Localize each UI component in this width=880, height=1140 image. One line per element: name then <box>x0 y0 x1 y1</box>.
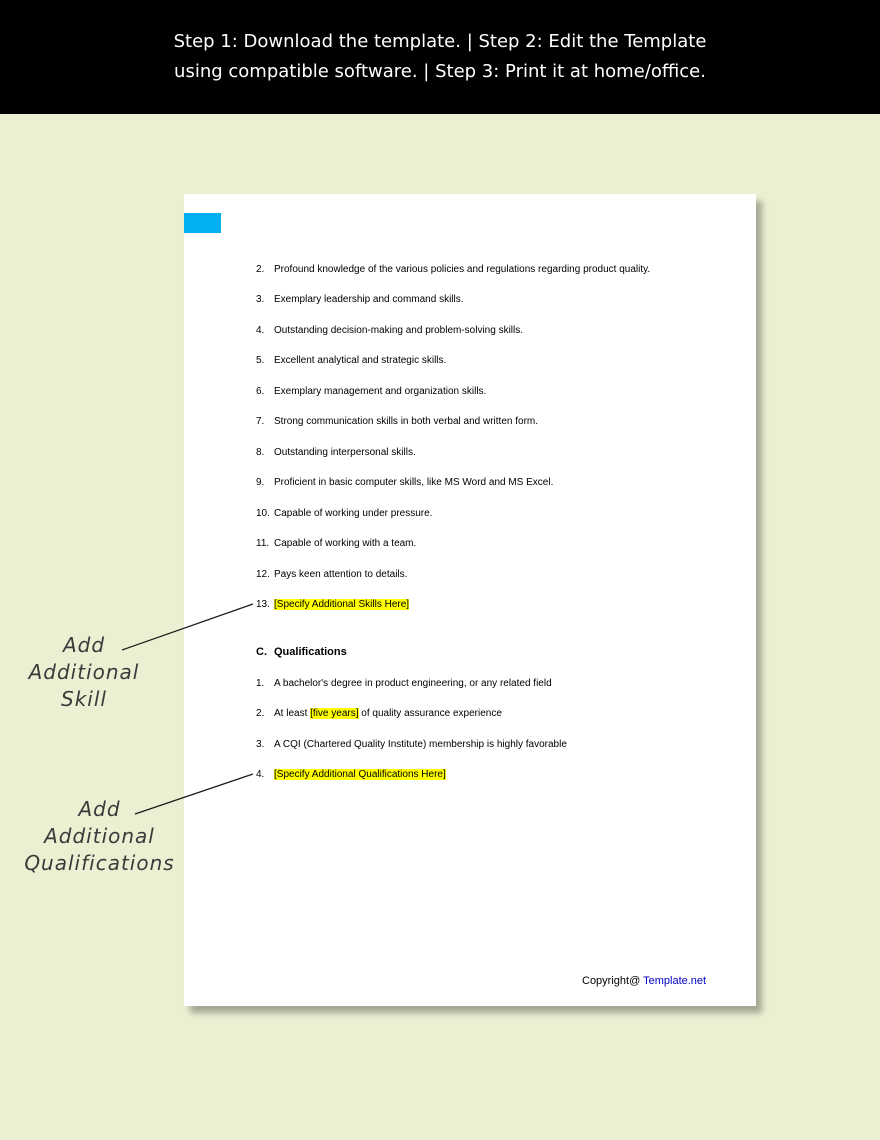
skill-item: 12. Pays keen attention to details. <box>256 569 408 580</box>
skill-item: 11. Capable of working with a team. <box>256 538 417 549</box>
skill-item: 6. Exemplary management and organization skills. <box>256 386 487 397</box>
banner-line-2: using compatible software. | Step 3: Print it at home/office. <box>174 61 706 82</box>
editable-placeholder[interactable]: [five years] <box>310 708 359 719</box>
callout-add-skill: Add Additional Skill <box>28 633 140 711</box>
skill-item: 5. Excellent analytical and strategic skills. <box>256 355 447 366</box>
qualification-item: 2. At least [five years] of quality assurance experience <box>256 708 502 719</box>
editable-placeholder[interactable]: [Specify Additional Skills Here] <box>274 599 410 610</box>
qualification-item: 1. A bachelor's degree in product engineering, or any related field <box>256 678 552 689</box>
qualification-item-placeholder: 4. [Specify Additional Qualifications Here] <box>256 769 446 780</box>
skill-item: 7. Strong communication skills in both verbal and written form. <box>256 416 539 427</box>
skill-item: 8. Outstanding interpersonal skills. <box>256 447 416 458</box>
skill-item: 4. Outstanding decision-making and problem-solving skills. <box>256 325 524 336</box>
section-heading-qualifications: C. Qualifications <box>256 646 347 658</box>
document-page <box>184 194 756 1006</box>
skill-item-placeholder: 13. [Specify Additional Skills Here] <box>256 599 410 610</box>
accent-tab <box>184 213 221 233</box>
skill-item: 10. Capable of working under pressure. <box>256 508 433 519</box>
callout-add-qualifications: Add Additional Qualifications <box>24 797 175 875</box>
instructions-banner <box>0 0 880 114</box>
editable-placeholder[interactable]: [Specify Additional Qualifications Here] <box>274 769 446 780</box>
skill-item: 9. Proficient in basic computer skills, like MS Word and MS Excel. <box>256 477 554 488</box>
template-net-link[interactable]: Template.net <box>643 975 707 987</box>
skill-item: 3. Exemplary leadership and command skills. <box>256 294 464 305</box>
banner-line-1: Step 1: Download the template. | Step 2: Edit the Template <box>173 31 707 52</box>
skill-item: 2. Profound knowledge of the various policies and regulations regarding product quality. <box>256 264 651 275</box>
copyright-notice: Copyright@ Template.net <box>582 975 707 987</box>
qualification-item: 3. A CQI (Chartered Quality Institute) membership is highly favorable <box>256 739 567 750</box>
